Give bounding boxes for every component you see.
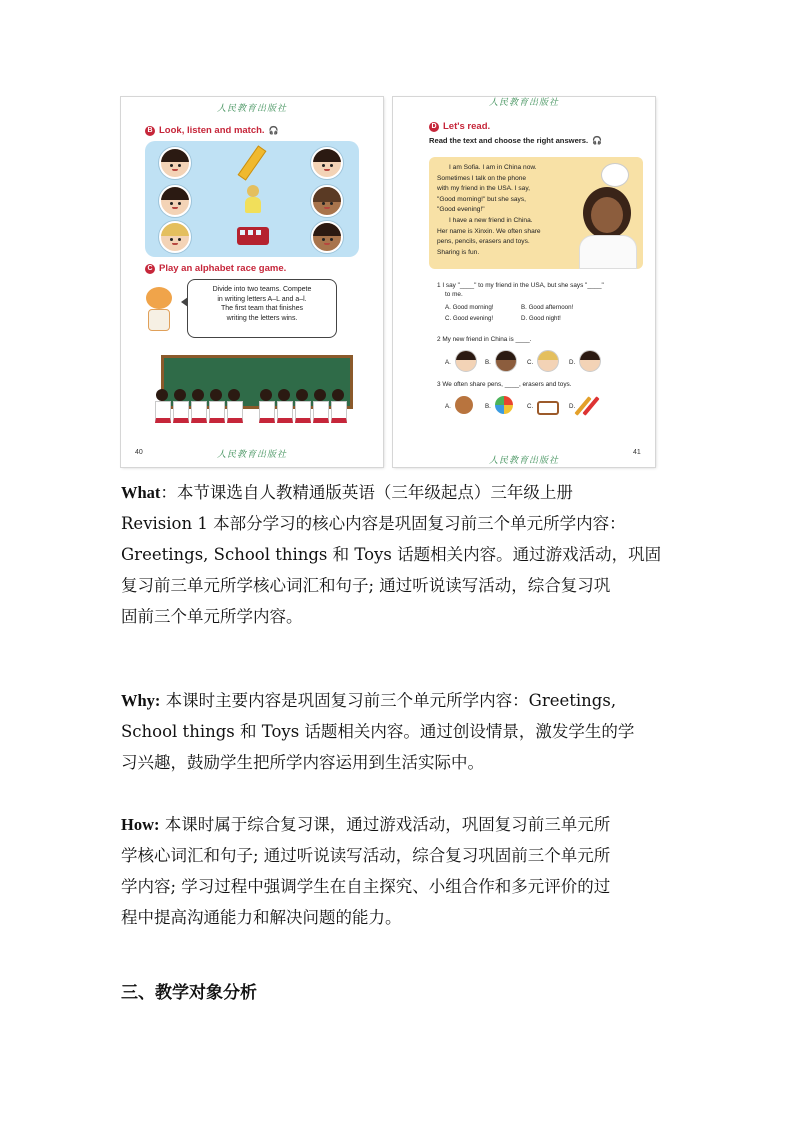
what-paragraph bbox=[121, 477, 677, 632]
how-text: 本课时属于综合复习课，通过游戏活动，巩固复习前三单元所 bbox=[159, 815, 611, 834]
headphone-icon: 🎧 bbox=[268, 126, 279, 135]
section-d-heading bbox=[429, 121, 490, 132]
ball-icon bbox=[495, 396, 513, 414]
bubble-line: writing the letters wins. bbox=[226, 314, 298, 322]
publisher-logo: 人民教育出版社 bbox=[489, 98, 560, 108]
reading-line: Sharing is fun. bbox=[437, 248, 480, 256]
textbook-page-41 bbox=[393, 97, 655, 467]
reading-line: "Good evening!" bbox=[437, 206, 485, 214]
why-label: Why: bbox=[121, 691, 161, 710]
how-paragraph bbox=[121, 809, 677, 933]
how-text: 学核心词汇和句子; 通过听说读写活动，综合复习巩固前三个单元所 bbox=[121, 846, 611, 865]
textbook-page-40 bbox=[121, 97, 383, 467]
girl-face-icon bbox=[159, 147, 191, 179]
q1-option-d: D. Good night! bbox=[521, 315, 561, 322]
blond-boy-face-icon bbox=[159, 221, 191, 253]
q3-option-d: D. bbox=[569, 403, 576, 410]
q2-option-a: A. bbox=[445, 359, 451, 366]
q1-option-b: B. Good afternoon! bbox=[521, 304, 574, 311]
question-1-text: 1 I say "____" to my friend in the USA, but she says "____" bbox=[437, 282, 604, 289]
instruction-text: Read the text and choose the right answers. bbox=[429, 136, 589, 145]
speech-bubble bbox=[187, 279, 337, 338]
how-text: 程中提高沟通能力和解决问题的能力。 bbox=[121, 908, 402, 927]
section-c-heading bbox=[145, 263, 286, 274]
what-text: Greetings, School things 和 Toys 话题相关内容。通过游戏活动，巩固 bbox=[121, 545, 662, 564]
section-b-heading bbox=[145, 125, 279, 136]
doll-icon bbox=[245, 185, 261, 215]
curly-girl-face-icon bbox=[495, 350, 517, 372]
why-paragraph bbox=[121, 685, 677, 778]
q1-option-c: C. Good evening! bbox=[445, 315, 494, 322]
reading-line: Her name is Xinxin. We often share bbox=[437, 227, 541, 235]
cat-icon bbox=[143, 287, 175, 331]
how-label: How: bbox=[121, 815, 160, 834]
thought-bubble-icon bbox=[601, 163, 629, 187]
blond-girl-face-icon bbox=[537, 350, 559, 372]
section-d-badge: D bbox=[429, 122, 439, 132]
why-text: 习兴趣，鼓励学生把所学内容运用到生活实际中。 bbox=[121, 753, 484, 772]
q2-option-b: B. bbox=[485, 359, 491, 366]
girl-face-icon bbox=[455, 350, 477, 372]
q3-option-b: B. bbox=[485, 403, 491, 410]
question-3-text: 3 We often share pens, ____, erasers and toys. bbox=[437, 381, 572, 388]
question-2-text: 2 My new friend in China is ____. bbox=[437, 336, 532, 343]
reading-line: pens, pencils, erasers and toys. bbox=[437, 238, 530, 246]
section-c-badge: C bbox=[145, 264, 155, 274]
what-label: What bbox=[121, 483, 161, 502]
bubble-line: The first team that finishes bbox=[220, 305, 304, 312]
question-1-text-cont: to me. bbox=[445, 291, 463, 298]
ruler-icon bbox=[238, 145, 267, 180]
section-d-title: Let's read. bbox=[443, 121, 491, 132]
reading-text bbox=[437, 163, 567, 258]
what-text: Revision 1 本部分学习的核心内容是巩固复习前三个单元所学内容： bbox=[121, 514, 626, 533]
bubble-line: Divide into two teams. Compete bbox=[212, 286, 312, 293]
section-b-title: Look, listen and match. bbox=[159, 125, 265, 136]
section-heading: 三、教学对象分析 bbox=[121, 983, 257, 1003]
q2-option-c: C. bbox=[527, 359, 534, 366]
page-number: 41 bbox=[633, 449, 641, 456]
dark-boy-face-icon bbox=[311, 221, 343, 253]
reading-line: I am Sofia. I am in China now. bbox=[449, 164, 537, 171]
students-illustration bbox=[155, 383, 355, 423]
section-c-title: Play an alphabet race game. bbox=[159, 263, 287, 274]
q1-option-a: A. Good morning! bbox=[445, 304, 494, 311]
bike-icon bbox=[537, 401, 559, 415]
teddy-bear-icon bbox=[455, 396, 473, 414]
page-number: 40 bbox=[135, 449, 143, 456]
bus-icon bbox=[237, 227, 269, 245]
reading-line: "Good morning!" but she says, bbox=[437, 195, 526, 203]
q2-option-d: D. bbox=[569, 359, 576, 366]
reading-line: I have a new friend in China. bbox=[449, 216, 533, 224]
curly-girl-face-icon bbox=[311, 185, 343, 217]
publisher-logo: 人民教育出版社 bbox=[217, 450, 288, 460]
publisher-logo: 人民教育出版社 bbox=[489, 456, 560, 466]
sofia-illustration bbox=[575, 187, 637, 267]
boy-face-icon bbox=[311, 147, 343, 179]
bubble-line: in writing letters A–L and a–l. bbox=[217, 295, 307, 303]
what-text: ：本节课选自人教精通版英语（三年级起点）三年级上册 bbox=[160, 483, 573, 502]
q3-option-a: A. bbox=[445, 403, 451, 410]
what-text: 复习前三单元所学核心词汇和句子; 通过听说读写活动，综合复习巩 bbox=[121, 576, 611, 595]
publisher-logo: 人民教育出版社 bbox=[217, 104, 288, 114]
reading-line: Sometimes I talk on the phone bbox=[437, 174, 527, 182]
reading-line: with my friend in the USA. I say, bbox=[437, 185, 530, 193]
how-text: 学内容; 学习过程中强调学生在自主探究、小组合作和多元评价的过 bbox=[121, 877, 611, 896]
boy-face-icon bbox=[159, 185, 191, 217]
q3-option-c: C. bbox=[527, 403, 534, 410]
headphone-icon: 🎧 bbox=[592, 136, 603, 145]
match-panel bbox=[145, 141, 359, 257]
why-text: 本课时主要内容是巩固复习前三个单元所学内容：Greetings, bbox=[160, 691, 617, 710]
instruction-line bbox=[429, 136, 602, 145]
question-1 bbox=[437, 281, 604, 299]
boy-face-icon bbox=[579, 350, 601, 372]
section-b-badge: B bbox=[145, 126, 155, 136]
reading-panel bbox=[429, 157, 643, 269]
what-text: 固前三个单元所学内容。 bbox=[121, 607, 303, 626]
why-text: School things 和 Toys 话题相关内容。通过创设情景，激发学生的学 bbox=[121, 722, 635, 741]
